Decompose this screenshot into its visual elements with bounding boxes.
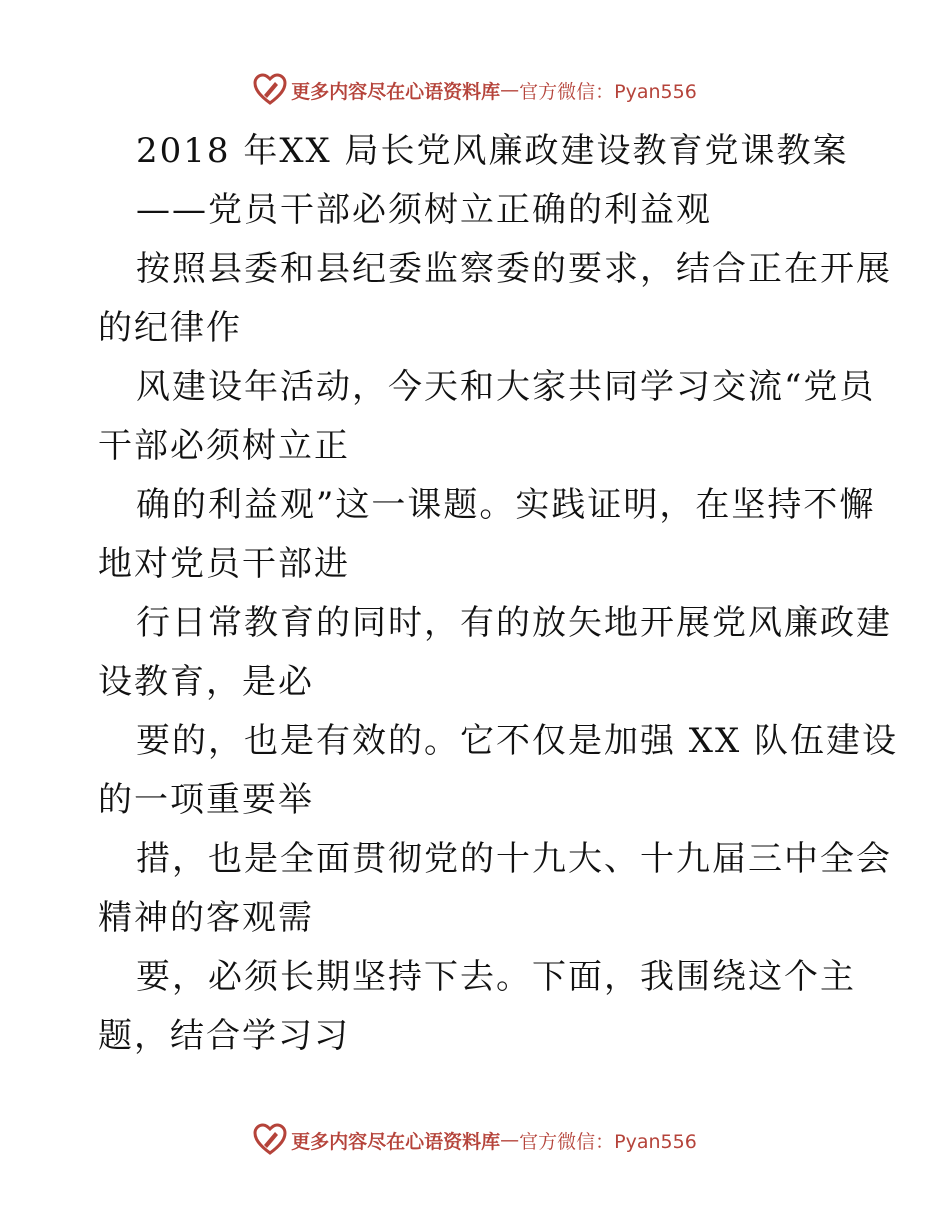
text-line: 要，必须长期坚持下去。下面，我围绕这个主 xyxy=(136,957,856,997)
banner-wechat: 官方微信：Pyan556 xyxy=(519,80,697,103)
text-line: 风建设年活动，今天和大家共同学习交流“党员 xyxy=(136,367,876,407)
text-line: 精神的客观需 xyxy=(98,898,314,938)
text-line: ——党员干部必须树立正确的利益观 xyxy=(136,190,712,230)
text-line: 地对党员干部进 xyxy=(98,544,350,584)
text-line: 设教育，是必 xyxy=(98,662,314,702)
banner-brand: 更多内容尽在心语资料库 xyxy=(291,1130,501,1153)
text-line: 题，结合学习习 xyxy=(98,1016,350,1056)
banner-dash: — xyxy=(500,79,520,101)
text-line: 确的利益观”这一课题。实践证明，在坚持不懈 xyxy=(136,485,876,525)
banner-brand: 更多内容尽在心语资料库 xyxy=(291,80,501,103)
text-line: 2018 年XX 局长党风廉政建设教育党课教案 xyxy=(136,131,849,171)
text-line: 行日常教育的同时，有的放矢地开展党风廉政建 xyxy=(136,603,892,643)
document-body xyxy=(98,122,899,1066)
text-line: 要的，也是有效的。它不仅是加强 XX 队伍建设 xyxy=(136,721,899,761)
text-line: 干部必须树立正 xyxy=(98,426,350,466)
header-banner xyxy=(0,70,950,110)
footer-banner xyxy=(0,1120,950,1160)
text-line: 的一项重要举 xyxy=(98,780,314,820)
text-line: 的纪律作 xyxy=(98,308,242,348)
heart-pen-logo-icon xyxy=(253,73,287,107)
text-line: 按照县委和县纪委监察委的要求，结合正在开展 xyxy=(136,249,892,289)
text-line: 措，也是全面贯彻党的十九大、十九届三中全会 xyxy=(136,839,892,879)
heart-pen-logo-icon xyxy=(253,1123,287,1157)
banner-dash: — xyxy=(500,1129,520,1151)
banner-wechat: 官方微信：Pyan556 xyxy=(519,1130,697,1153)
